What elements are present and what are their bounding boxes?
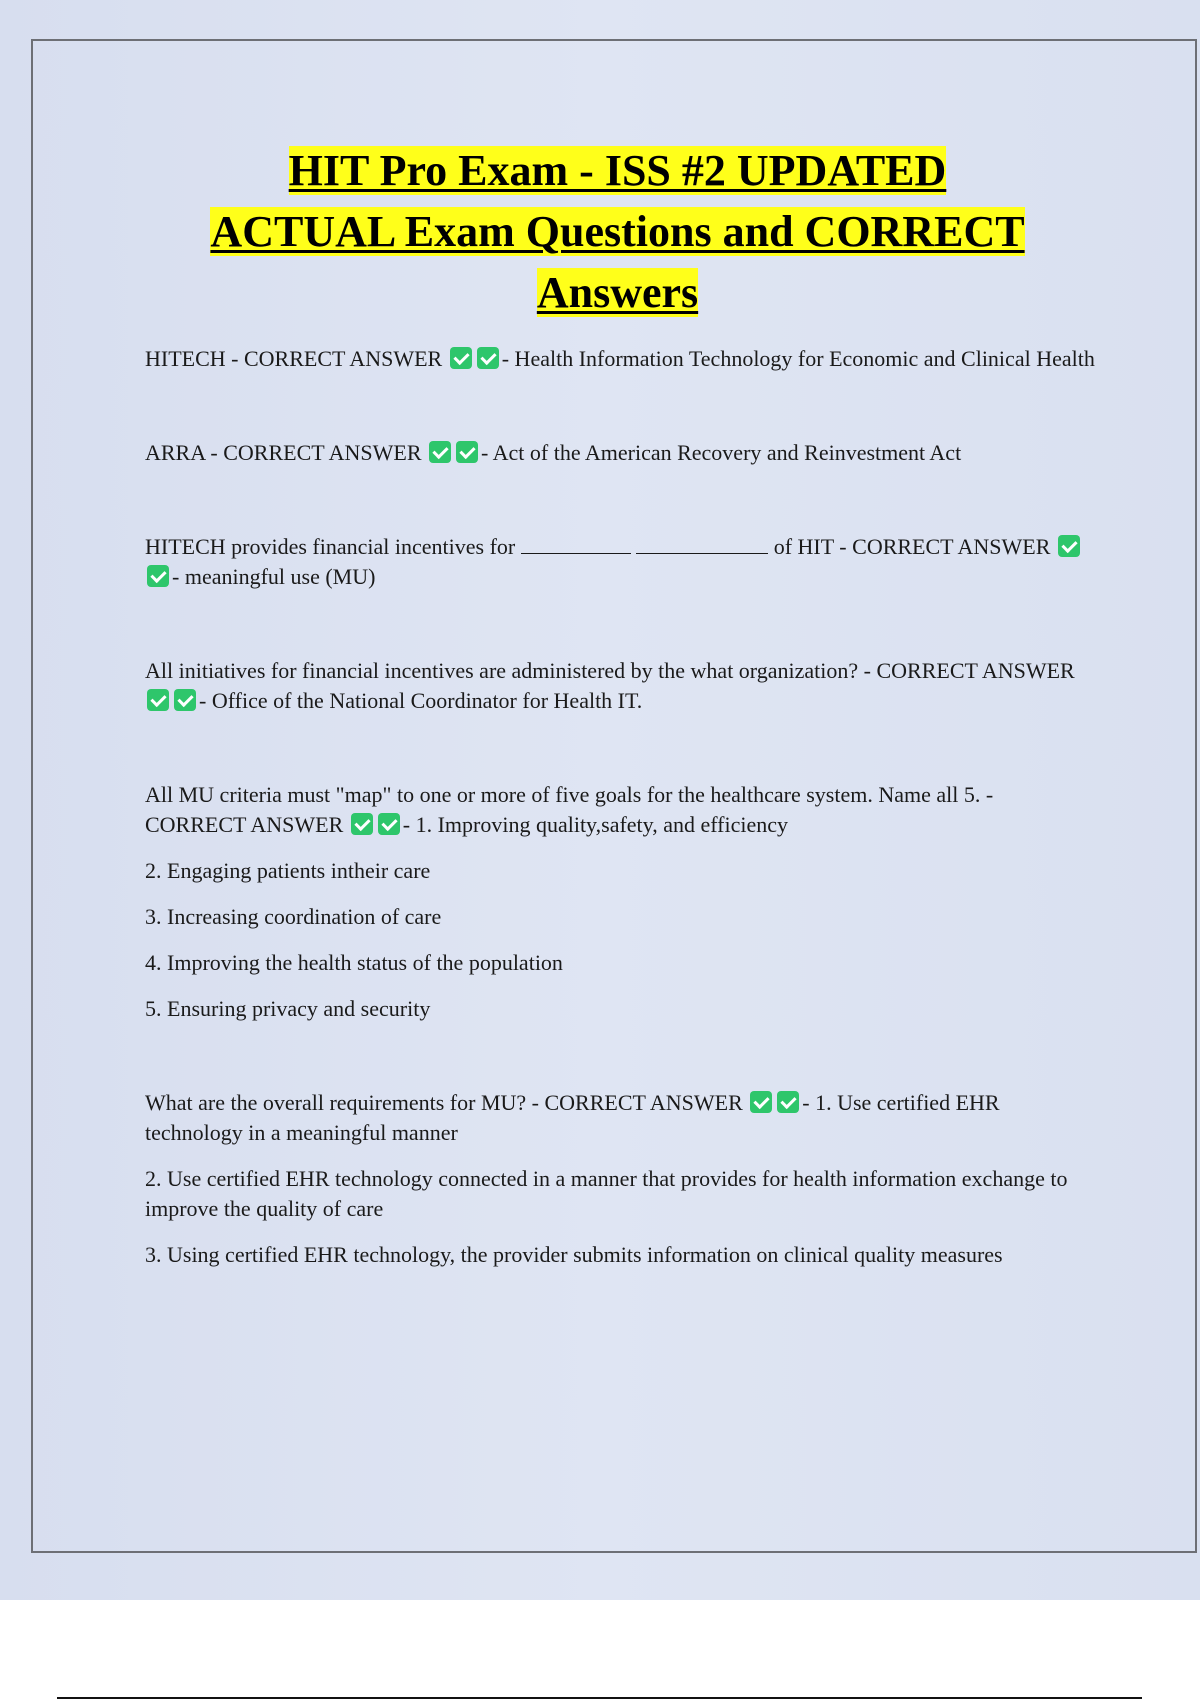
check-icon bbox=[477, 347, 499, 369]
answer-text: - meaningful use (MU) bbox=[172, 564, 376, 589]
check-icon bbox=[429, 441, 451, 463]
title-line-3: Answers bbox=[536, 268, 699, 317]
answer-text: - Act of the American Recovery and Reinvestment Act bbox=[481, 440, 962, 465]
answer-marker: CORRECT ANSWER bbox=[544, 1090, 743, 1115]
list-item: 2. Use certified EHR technology connected in a manner that provides for health information exchange to improve the quality of care bbox=[145, 1166, 1068, 1221]
check-icon bbox=[456, 441, 478, 463]
fill-in-blank bbox=[521, 533, 631, 554]
check-icon bbox=[378, 813, 400, 835]
question-text: of HIT - bbox=[768, 534, 853, 559]
answer-marker: CORRECT ANSWER bbox=[243, 346, 443, 371]
question-text: What are the overall requirements for MU? - bbox=[145, 1090, 545, 1115]
document-title bbox=[100, 140, 1135, 323]
list-item: 4. Improving the health status of the population bbox=[145, 950, 563, 975]
check-icon bbox=[750, 1091, 772, 1113]
title-line-1: HIT Pro Exam - ISS #2 UPDATED bbox=[288, 146, 947, 195]
qa-arra bbox=[145, 438, 1095, 468]
qa-five-goals bbox=[145, 780, 1095, 840]
answer-marker: CORRECT ANSWER bbox=[852, 534, 1051, 559]
list-item: 5. Ensuring privacy and security bbox=[145, 996, 431, 1021]
answer-marker: CORRECT ANSWER bbox=[145, 812, 344, 837]
document-body bbox=[145, 344, 1095, 1286]
check-icon bbox=[147, 565, 169, 587]
qa-administering-organization bbox=[145, 656, 1095, 716]
answer-text: - 1. Improving quality,safety, and efficiency bbox=[402, 812, 789, 837]
question-text: HITECH - bbox=[145, 346, 244, 371]
answer-marker: CORRECT ANSWER bbox=[223, 440, 422, 465]
qa-mu-requirements bbox=[145, 1088, 1095, 1148]
check-icon bbox=[450, 347, 472, 369]
footer-divider bbox=[57, 1697, 1142, 1699]
list-item: 2. Engaging patients intheir care bbox=[145, 858, 431, 883]
check-icon bbox=[1058, 535, 1080, 557]
answer-marker: CORRECT ANSWER bbox=[876, 658, 1075, 683]
question-text: All MU criteria must "map" to one or more of five goals for the healthcare system. Name all 5. - bbox=[145, 782, 994, 807]
answer-text: - 1. Use certified EHR technology in a meaningful manner bbox=[145, 1090, 1000, 1145]
answer-text: - Health Information Technology for Economic and Clinical Health bbox=[501, 346, 1095, 371]
question-text: All initiatives for financial incentives are administered by the what organization? - bbox=[145, 658, 877, 683]
list-item: 3. Increasing coordination of care bbox=[145, 904, 442, 929]
check-icon bbox=[777, 1091, 799, 1113]
check-icon bbox=[351, 813, 373, 835]
check-icon bbox=[174, 689, 196, 711]
qa-hitech bbox=[145, 344, 1095, 374]
answer-text: - Office of the National Coordinator for Health IT. bbox=[199, 688, 643, 713]
qa-financial-incentives bbox=[145, 532, 1095, 592]
title-line-2: ACTUAL Exam Questions and CORRECT bbox=[210, 207, 1025, 256]
list-item: 3. Using certified EHR technology, the provider submits information on clinical quality measures bbox=[145, 1242, 1003, 1267]
fill-in-blank bbox=[636, 533, 768, 554]
question-text: HITECH provides financial incentives for bbox=[145, 534, 521, 559]
question-text: ARRA - bbox=[145, 440, 224, 465]
check-icon bbox=[147, 689, 169, 711]
